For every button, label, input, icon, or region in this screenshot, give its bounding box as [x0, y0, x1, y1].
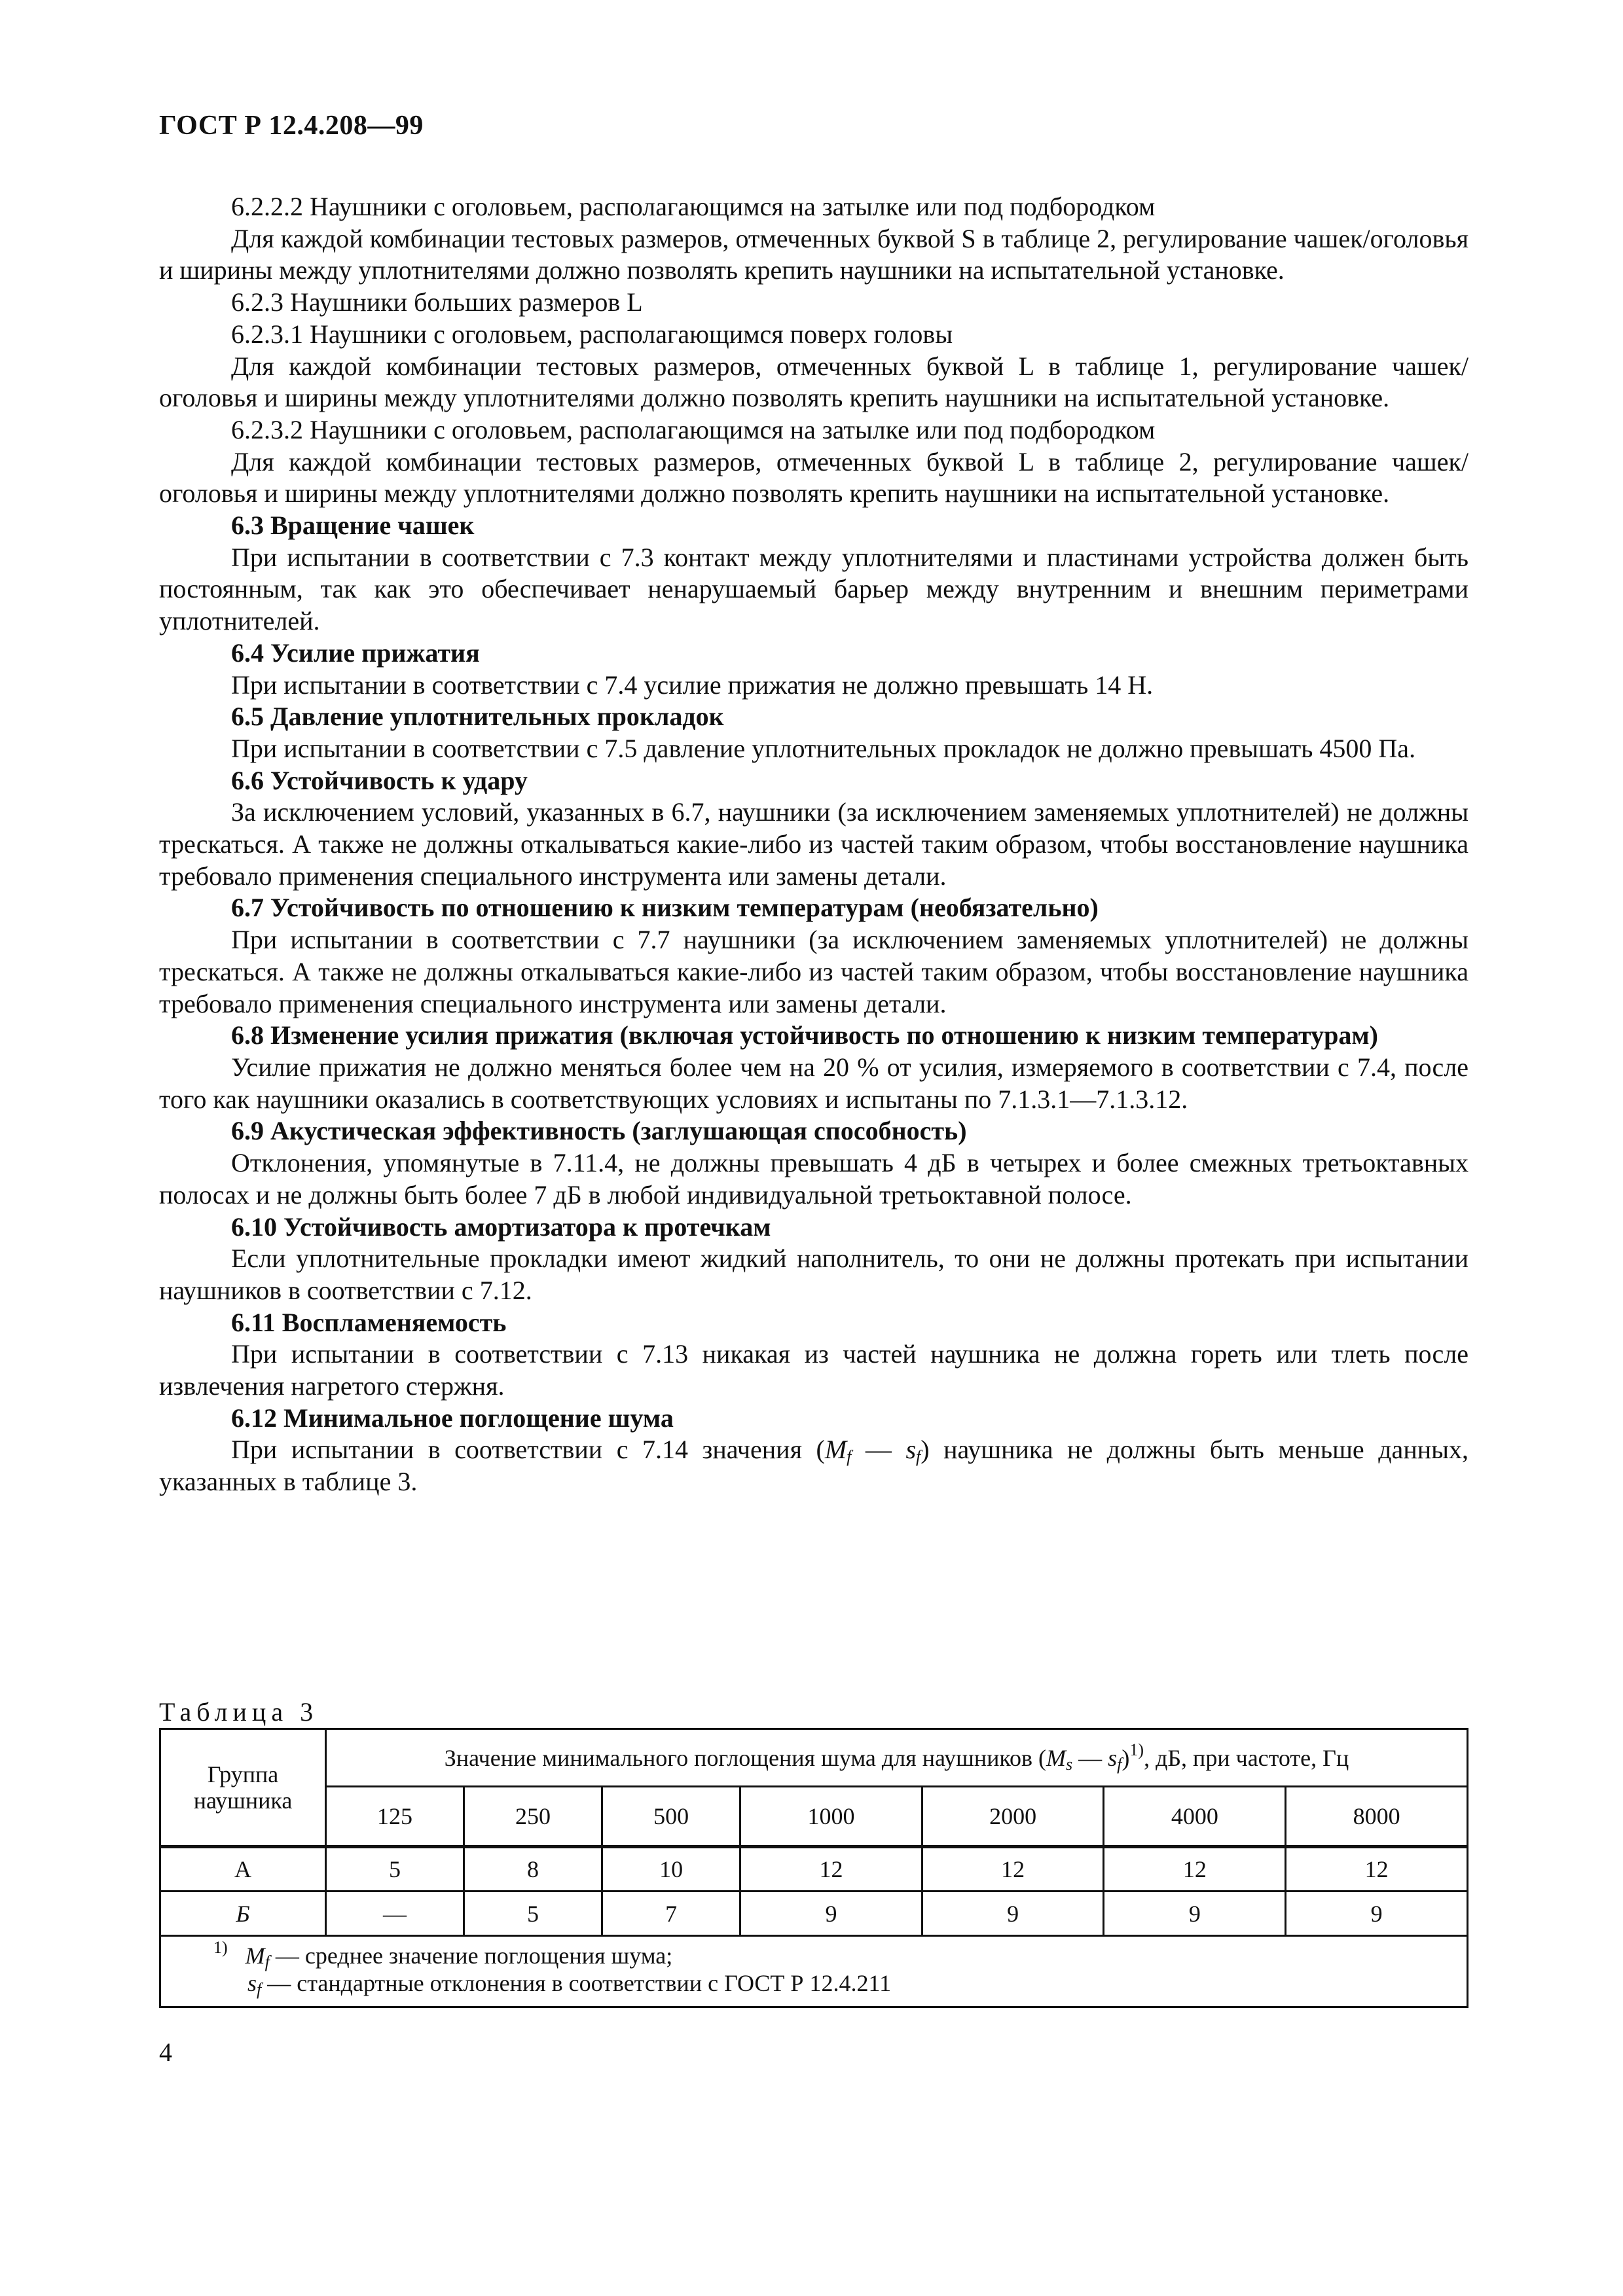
- paragraph: 6.2.3.1 Наушники с оголовьем, располагающимся поверх головы: [231, 319, 953, 349]
- footnote-line-2: [213, 1969, 1467, 1997]
- symbol-subscript: f: [847, 1447, 852, 1467]
- section-heading: 6.6 Устойчивость к удару: [231, 765, 528, 795]
- paragraph: 6.2.3 Наушники больших размеров L: [231, 287, 643, 317]
- frequency-header-row: [160, 1787, 1468, 1847]
- paragraph: Для каждой комбинации тестовых размеров, отмеченных буквой L в таблице 1, регулирование чашек/оголовья и ширины между уплотнителями должно позволять крепить наушники на испытательной установке.: [159, 351, 1468, 413]
- table-row: [160, 1892, 1468, 1936]
- section-heading: 6.10 Устойчивость амортизатора к протечкам: [231, 1211, 771, 1242]
- paragraph: 6.2.2.2 Наушники с оголовьем, располагающимся на затылке или под подбородком: [231, 192, 1156, 221]
- value-cell: 12: [1104, 1847, 1286, 1892]
- frequency-header-cell: 8000: [1286, 1787, 1468, 1847]
- value-cell: —: [326, 1892, 464, 1936]
- paragraph: Для каждой комбинации тестовых размеров, отмеченных буквой L в таблице 2, регулирование чашек/оголовья и ширины между уплотнителями должно позволять крепить наушники на испытательной установке.: [159, 446, 1468, 509]
- frequency-header-cell: 1000: [740, 1787, 922, 1847]
- paragraph: 6.2.3.2 Наушники с оголовьем, располагающимся на затылке или под подбородком: [231, 414, 1156, 444]
- document-header: ГОСТ Р 12.4.208—99: [159, 111, 424, 141]
- symbol-subscript: f: [257, 1980, 262, 1999]
- section-heading: 6.11 Воспламеняемость: [231, 1307, 507, 1337]
- section-heading: 6.4 Усилие прижатия: [231, 637, 480, 668]
- frequency-header-cell: 2000: [922, 1787, 1104, 1847]
- paragraph: При испытании в соответствии с 7.5 давление уплотнительных прокладок не должно превышать 4500 Па.: [231, 733, 1416, 763]
- table-body: [160, 1847, 1468, 1936]
- frequency-span-header: [326, 1729, 1468, 1787]
- paragraph: Если уплотнительные прокладки имеют жидкий наполнитель, то они не должны протекать при испытании наушников в соответствии с 7.12.: [159, 1244, 1468, 1305]
- value-cell: 7: [602, 1892, 740, 1936]
- body-text: [159, 191, 1468, 1498]
- section-heading: 6.9 Акустическая эффективность (заглушающая способность): [231, 1116, 967, 1146]
- frequency-header-cell: 4000: [1104, 1787, 1286, 1847]
- symbol-subscript: s: [1066, 1754, 1073, 1774]
- symbol-subscript: f: [264, 1952, 270, 1971]
- text-run: При испытании в соответствии с 7.14 значения (: [231, 1435, 825, 1465]
- section-heading: 6.12 Минимальное поглощение шума: [231, 1403, 674, 1433]
- footnote-text: — стандартные отклонения в соответствии с ГОСТ Р 12.4.211: [261, 1970, 892, 1996]
- value-cell: 8: [464, 1847, 602, 1892]
- table-caption: Таблица 3: [159, 1697, 319, 1727]
- paragraph: Отклонения, упомянутые в 7.11.4, не должны превышать 4 дБ в четырех и более смежных третьоктавных полосах и не должны быть более 7 дБ в любой индивидуальной третьоктавной полосе.: [159, 1148, 1468, 1210]
- value-cell: 9: [740, 1892, 922, 1936]
- section-heading: 6.7 Устойчивость по отношению к низким температурам (необязательно): [231, 893, 1099, 923]
- group-cell: Б: [160, 1892, 326, 1936]
- value-cell: 10: [602, 1847, 740, 1892]
- value-cell: 12: [740, 1847, 922, 1892]
- symbol-subscript: f: [1117, 1754, 1122, 1774]
- value-cell: 9: [922, 1892, 1104, 1936]
- section-heading: 6.5 Давление уплотнительных прокладок: [231, 702, 724, 732]
- paragraph: Для каждой комбинации тестовых размеров, отмеченных буквой S в таблице 2, регулирование чашек/оголовья и ширины между уплотнителями должно позволять крепить наушники на испытательной установке.: [159, 223, 1468, 285]
- value-cell: 12: [1286, 1847, 1468, 1892]
- symbol-subscript: f: [916, 1447, 921, 1467]
- paragraph: При испытании в соответствии с 7.13 никакая из частей наушника не должна гореть или тлеть после извлечения нагретого стержня.: [159, 1339, 1468, 1401]
- table-footnote: [160, 1936, 1468, 2007]
- value-cell: 9: [1104, 1892, 1286, 1936]
- symbol-m: M: [1046, 1744, 1067, 1771]
- paragraph: За исключением условий, указанных в 6.7, наушники (за исключением заменяемых уплотнителей) не должны трескаться. А также не должны откалываться какие-либо из частей таким образом, чтобы восстановление наушника требовало применения специального инструмента или замены детали.: [159, 797, 1468, 891]
- footnote-text: — среднее значение поглощения шума;: [269, 1943, 673, 1969]
- header-line: Группа: [207, 1761, 279, 1787]
- value-cell: 9: [1286, 1892, 1468, 1936]
- symbol-m: M: [245, 1943, 265, 1969]
- footnote-marker: 1): [213, 1938, 228, 1957]
- text-run: ) наушника не должны быть меньше данных, указанных в таблице 3.: [159, 1435, 1469, 1497]
- value-cell: 5: [464, 1892, 602, 1936]
- frequency-header-cell: 250: [464, 1787, 602, 1847]
- footnote-marker: 1): [1129, 1740, 1144, 1759]
- noise-absorption-table: [159, 1728, 1468, 2008]
- value-cell: 5: [326, 1847, 464, 1892]
- text-run: Значение минимального поглощения шума для наушников (: [444, 1744, 1047, 1771]
- table-header-row: [160, 1729, 1468, 1787]
- header-line: наушника: [193, 1787, 293, 1814]
- table-footnote-row: [160, 1936, 1468, 2007]
- group-column-header: [160, 1729, 326, 1847]
- dash: —: [851, 1435, 906, 1465]
- section-heading: 6.3 Вращение чашек: [231, 511, 475, 541]
- section-heading: 6.8 Изменение усилия прижатия (включая устойчивость по отношению к низким температурам): [231, 1020, 1378, 1050]
- value-cell: 12: [922, 1847, 1104, 1892]
- paragraph-6-12-text: [159, 1434, 1468, 1498]
- group-cell: А: [160, 1847, 326, 1892]
- paragraph: При испытании в соответствии с 7.7 наушники (за исключением заменяемых уплотнителей) не должны трескаться. А также не должны откалываться какие-либо из частей таким образом, чтобы восстановление наушника требовало применения специального инструмента или замены детали.: [159, 925, 1468, 1018]
- page-number: 4: [159, 2037, 172, 2067]
- frequency-header-cell: 125: [326, 1787, 464, 1847]
- symbol-s: s: [247, 1970, 257, 1996]
- symbol-s: s: [1108, 1744, 1118, 1771]
- symbol-s: s: [905, 1435, 917, 1465]
- frequency-header-cell: 500: [602, 1787, 740, 1847]
- paragraph: При испытании в соответствии с 7.3 контакт между уплотнителями и пластинами устройства должен быть постоянным, так как это обеспечивает ненарушаемый барьер между внутренним и внешним периметрами уплотнителей.: [159, 542, 1468, 636]
- dash: —: [1072, 1744, 1108, 1771]
- symbol-m: M: [824, 1435, 847, 1465]
- text-run: , дБ, при частоте, Гц: [1144, 1744, 1349, 1771]
- table-row: [160, 1847, 1468, 1892]
- text-run: ): [1122, 1744, 1130, 1771]
- paragraph: При испытании в соответствии с 7.4 усилие прижатия не должно превышать 14 Н.: [231, 670, 1154, 700]
- footnote-line-1: [213, 1938, 1467, 1971]
- paragraph: Усилие прижатия не должно меняться более чем на 20 % от усилия, измеряемого в соответствии с 7.4, после того как наушники оказались в соответствующих условиях и испытаны по 7.1.3.1—7.1.3.12.: [159, 1052, 1468, 1114]
